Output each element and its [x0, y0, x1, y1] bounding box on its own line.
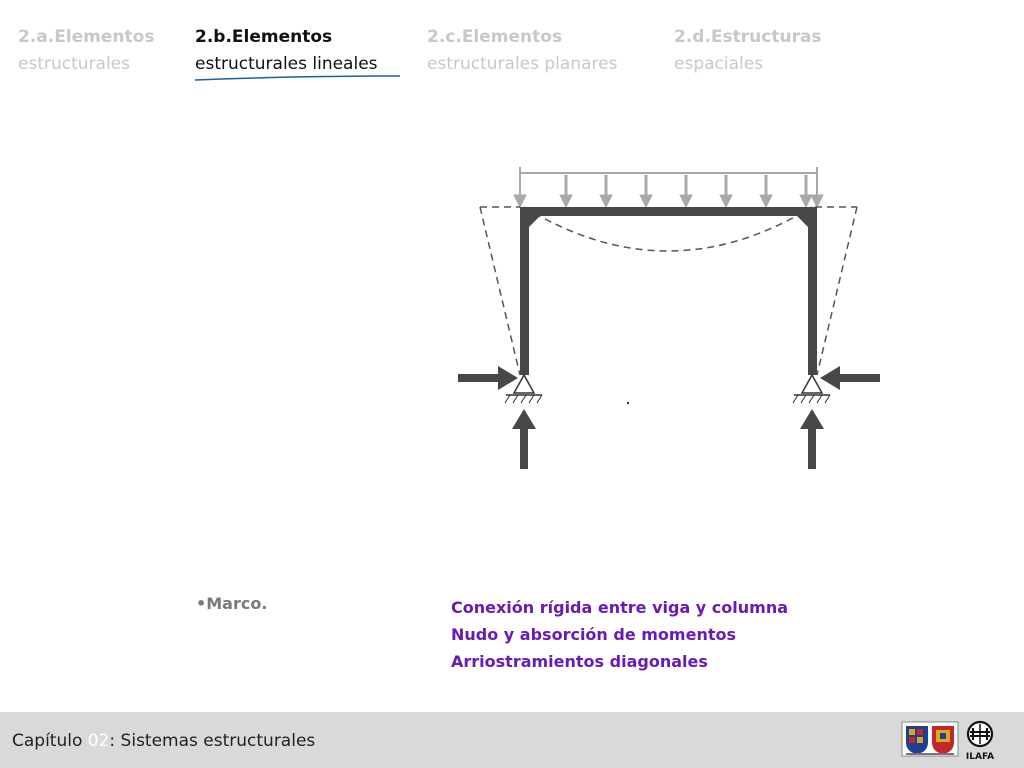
deflected-shape: [480, 207, 857, 375]
institution-logos: [900, 720, 1000, 762]
tab-a-line1: 2.a.Elementos: [18, 27, 155, 47]
bullet-marco: •Marco.: [196, 594, 268, 613]
chapter-number: 02: [87, 731, 110, 751]
speck: [627, 402, 629, 404]
tab-b-line2: estructurales lineales: [195, 54, 378, 74]
tab-estructuras-espaciales[interactable]: [674, 24, 822, 78]
tab-elementos-estructurales[interactable]: [18, 24, 154, 78]
university-crest-icon: [902, 722, 958, 756]
tab-a-line2: estructurales: [18, 54, 130, 74]
note-line-1: Conexión rígida entre viga y columna: [451, 598, 789, 617]
tab-c-line2: estructurales planares: [427, 54, 618, 74]
ilafa-logo-icon: [968, 722, 992, 746]
pin-supports: [505, 375, 830, 403]
tab-d-line1: 2.d.Estructuras: [674, 27, 822, 47]
tab-c-line1: 2.c.Elementos: [427, 27, 563, 47]
chapter-title: [12, 731, 315, 751]
chapter-suffix: : Sistemas estructurales: [109, 731, 316, 751]
note-line-3: Arriostramientos diagonales: [451, 652, 708, 671]
portal-frame-diagram: [440, 155, 890, 475]
chapter-prefix: Capítulo: [12, 731, 88, 751]
tab-d-line2: espaciales: [674, 54, 764, 74]
frame-notes: [451, 594, 788, 675]
note-line-2: Nudo y absorción de momentos: [451, 625, 736, 644]
tab-elementos-planares[interactable]: [427, 24, 617, 78]
active-tab-underline: [194, 74, 404, 82]
distributed-load-arrows: [514, 167, 823, 207]
footer-bar: [0, 712, 1024, 768]
frame-members: [520, 207, 817, 375]
tab-elementos-lineales[interactable]: [195, 24, 378, 78]
tab-b-line1: 2.b.Elementos: [195, 27, 333, 47]
ilafa-logo-text: ILAFA: [965, 752, 995, 762]
